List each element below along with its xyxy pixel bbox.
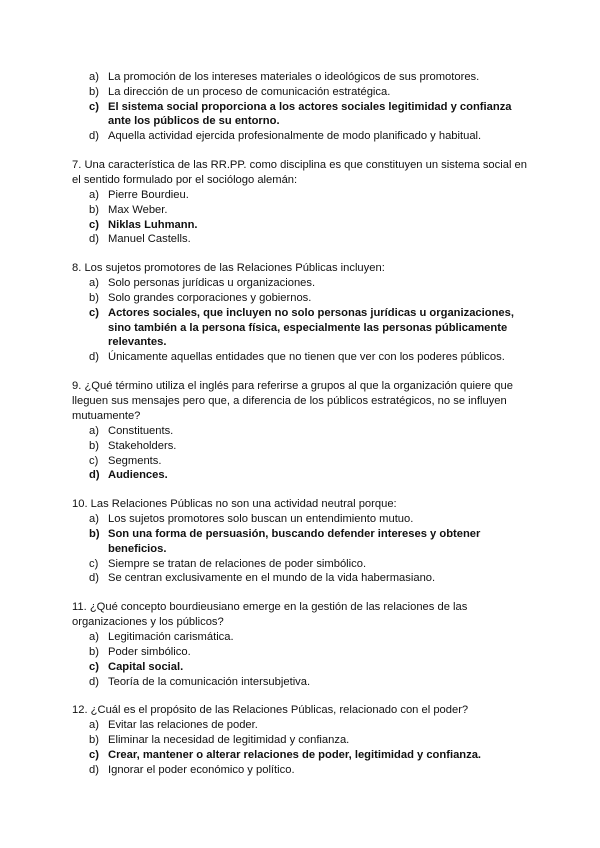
option-text: Solo grandes corporaciones y gobiernos. xyxy=(108,291,312,304)
answer-option xyxy=(72,718,532,733)
option-letter: d) xyxy=(89,675,99,688)
answer-options xyxy=(72,70,532,144)
answer-options xyxy=(72,630,532,689)
answer-option xyxy=(72,203,532,218)
option-letter: b) xyxy=(89,203,99,216)
option-letter: d) xyxy=(89,233,99,246)
option-letter: b) xyxy=(89,85,99,98)
answer-option xyxy=(72,232,532,247)
answer-option xyxy=(72,733,532,748)
option-text: Ignorar el poder económico y político. xyxy=(108,763,295,776)
answer-option-correct xyxy=(72,660,532,675)
option-text: Solo personas jurídicas u organizaciones. xyxy=(108,277,316,290)
question-text: 12. ¿Cuál es el propósito de las Relaciones Públicas, relacionado con el poder? xyxy=(72,704,469,717)
option-letter: d) xyxy=(89,572,99,585)
option-letter: b) xyxy=(89,439,99,452)
option-text: Son una forma de persuasión, buscando defender intereses y obtener beneficios. xyxy=(108,527,481,555)
option-letter: d) xyxy=(89,763,99,776)
answer-option xyxy=(72,571,532,586)
option-text: Stakeholders. xyxy=(108,439,177,452)
option-letter: c) xyxy=(89,306,99,319)
option-text: Legitimación carismática. xyxy=(108,631,234,644)
option-text: Niklas Luhmann. xyxy=(108,218,198,231)
answer-option xyxy=(72,276,532,291)
option-letter: a) xyxy=(89,631,99,644)
question-block xyxy=(72,703,532,777)
option-text: Manuel Castells. xyxy=(108,233,191,246)
option-text: Únicamente aquellas entidades que no tienen que ver con los poderes públicos. xyxy=(108,351,505,364)
option-letter: a) xyxy=(89,71,99,83)
answer-option-correct xyxy=(72,306,532,350)
option-letter: d) xyxy=(89,130,99,143)
option-letter: b) xyxy=(89,734,99,747)
option-text: El sistema social proporciona a los actores sociales legitimidad y confianza ante los públicos de su entorno. xyxy=(108,100,512,128)
option-letter: c) xyxy=(89,218,99,231)
answer-option xyxy=(72,424,532,439)
answer-options xyxy=(72,512,532,586)
answer-option xyxy=(72,291,532,306)
question-block xyxy=(72,70,532,144)
answer-options xyxy=(72,188,532,247)
answer-option xyxy=(72,512,532,527)
option-text: Actores sociales, que incluyen no solo personas jurídicas u organizaciones, sino también a la persona física, especialmente las personas públicamente relevantes. xyxy=(108,306,514,349)
answer-option-correct xyxy=(72,468,532,483)
option-text: Poder simbólico. xyxy=(108,645,191,658)
option-text: Los sujetos promotores solo buscan un entendimiento mutuo. xyxy=(108,513,414,526)
answer-option xyxy=(72,70,532,85)
question-text: 9. ¿Qué término utiliza el inglés para referirse a grupos al que la organización quiere que lleguen sus mensajes pero que, a diferencia de los públicos estratégicos, no se influyen mutuamente? xyxy=(72,379,513,422)
option-text: Aquella actividad ejercida profesionalmente de modo planificado y habitual. xyxy=(108,130,482,143)
option-text: Pierre Bourdieu. xyxy=(108,188,189,201)
question-text: 11. ¿Qué concepto bourdieusiano emerge en la gestión de las relaciones de las organizaciones y los públicos? xyxy=(72,601,468,629)
option-text: La dirección de un proceso de comunicación estratégica. xyxy=(108,85,391,98)
answer-option-correct xyxy=(72,748,532,763)
answer-option xyxy=(72,188,532,203)
option-text: Se centran exclusivamente en el mundo de la vida habermasiano. xyxy=(108,572,436,585)
question-block xyxy=(72,379,532,483)
option-letter: c) xyxy=(89,100,99,113)
option-letter: b) xyxy=(89,527,100,540)
answer-option xyxy=(72,675,532,690)
option-letter: a) xyxy=(89,424,99,437)
answer-option xyxy=(72,129,532,144)
question-block xyxy=(72,158,532,247)
question-text: 7. Una característica de las RR.PP. como disciplina es que constituyen un sistema social en el sentido formulado por el sociólogo alemán: xyxy=(72,158,527,186)
option-letter: b) xyxy=(89,291,99,304)
answer-options xyxy=(72,276,532,365)
option-letter: d) xyxy=(89,351,99,364)
option-text: Eliminar la necesidad de legitimidad y confianza. xyxy=(108,734,350,747)
answer-option xyxy=(72,645,532,660)
question-list xyxy=(72,70,532,778)
option-letter: a) xyxy=(89,513,99,526)
option-text: Segments. xyxy=(108,454,162,467)
answer-option-correct xyxy=(72,527,532,557)
answer-option xyxy=(72,557,532,572)
answer-option xyxy=(72,439,532,454)
answer-option xyxy=(72,350,532,365)
option-letter: c) xyxy=(89,557,99,570)
option-letter: a) xyxy=(89,277,99,290)
option-text: Crear, mantener o alterar relaciones de poder, legitimidad y confianza. xyxy=(108,748,482,761)
option-text: Teoría de la comunicación intersubjetiva. xyxy=(108,675,311,688)
option-text: Constituents. xyxy=(108,424,174,437)
answer-option xyxy=(72,85,532,100)
option-letter: c) xyxy=(89,660,99,673)
option-text: La promoción de los intereses materiales o ideológicos de sus promotores. xyxy=(108,71,480,83)
answer-options xyxy=(72,424,532,483)
answer-option xyxy=(72,630,532,645)
answer-option xyxy=(72,454,532,469)
option-letter: c) xyxy=(89,748,99,761)
answer-option-correct xyxy=(72,100,532,130)
option-letter: a) xyxy=(89,719,99,732)
document-page xyxy=(72,70,532,792)
option-letter: b) xyxy=(89,645,99,658)
option-text: Siempre se tratan de relaciones de poder simbólico. xyxy=(108,557,367,570)
question-block xyxy=(72,261,532,365)
answer-option xyxy=(72,763,532,778)
answer-options xyxy=(72,718,532,777)
option-text: Max Weber. xyxy=(108,203,168,216)
answer-option-correct xyxy=(72,218,532,233)
question-block xyxy=(72,600,532,689)
option-letter: c) xyxy=(89,454,99,467)
question-text: 10. Las Relaciones Públicas no son una actividad neutral porque: xyxy=(72,498,397,511)
option-text: Audiences. xyxy=(108,469,168,482)
option-text: Capital social. xyxy=(108,660,184,673)
option-text: Evitar las relaciones de poder. xyxy=(108,719,258,732)
option-letter: a) xyxy=(89,188,99,201)
option-letter: d) xyxy=(89,469,100,482)
question-block xyxy=(72,497,532,586)
question-text: 8. Los sujetos promotores de las Relaciones Públicas incluyen: xyxy=(72,262,385,275)
